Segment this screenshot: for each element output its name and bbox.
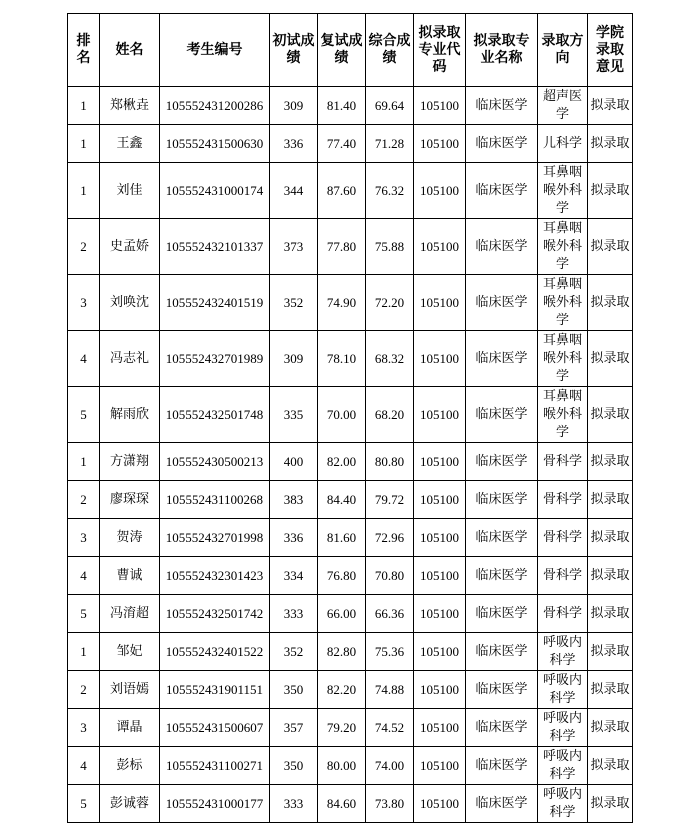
cell-opinion: 拟录取 xyxy=(588,163,633,219)
cell-direction: 超声医学 xyxy=(538,87,588,125)
cell-initial-score: 357 xyxy=(270,709,318,747)
cell-initial-score: 352 xyxy=(270,633,318,671)
cell-name: 郑楸垚 xyxy=(100,87,160,125)
cell-direction: 呼吸内科学 xyxy=(538,747,588,785)
cell-direction: 呼吸内科学 xyxy=(538,785,588,823)
cell-direction: 骨科学 xyxy=(538,443,588,481)
table-row xyxy=(68,519,633,557)
cell-opinion: 拟录取 xyxy=(588,595,633,633)
cell-initial-score: 333 xyxy=(270,595,318,633)
cell-major-code: 105100 xyxy=(414,557,466,595)
cell-opinion: 拟录取 xyxy=(588,519,633,557)
cell-major-code: 105100 xyxy=(414,331,466,387)
cell-initial-score: 350 xyxy=(270,747,318,785)
cell-name: 曹诚 xyxy=(100,557,160,595)
cell-initial-score: 350 xyxy=(270,671,318,709)
header-total-score: 综合成绩 xyxy=(366,14,414,87)
cell-rank: 4 xyxy=(68,557,100,595)
cell-name: 刘语嫣 xyxy=(100,671,160,709)
cell-major-name: 临床医学 xyxy=(466,275,538,331)
cell-rank: 2 xyxy=(68,481,100,519)
cell-major-code: 105100 xyxy=(414,709,466,747)
cell-retest-score: 78.10 xyxy=(318,331,366,387)
cell-exam-id: 105552430500213 xyxy=(160,443,270,481)
cell-exam-id: 105552431500607 xyxy=(160,709,270,747)
cell-name: 方潇翔 xyxy=(100,443,160,481)
cell-rank: 5 xyxy=(68,387,100,443)
cell-initial-score: 373 xyxy=(270,219,318,275)
cell-rank: 3 xyxy=(68,275,100,331)
cell-direction: 呼吸内科学 xyxy=(538,633,588,671)
admission-table xyxy=(67,13,633,823)
cell-retest-score: 87.60 xyxy=(318,163,366,219)
table-row xyxy=(68,671,633,709)
cell-rank: 2 xyxy=(68,219,100,275)
cell-initial-score: 383 xyxy=(270,481,318,519)
cell-opinion: 拟录取 xyxy=(588,557,633,595)
cell-direction: 耳鼻咽喉外科学 xyxy=(538,163,588,219)
cell-major-code: 105100 xyxy=(414,163,466,219)
table-row xyxy=(68,219,633,275)
table-row xyxy=(68,595,633,633)
cell-major-code: 105100 xyxy=(414,443,466,481)
cell-direction: 耳鼻咽喉外科学 xyxy=(538,387,588,443)
cell-total-score: 74.00 xyxy=(366,747,414,785)
cell-opinion: 拟录取 xyxy=(588,747,633,785)
header-exam-id: 考生编号 xyxy=(160,14,270,87)
cell-name: 王鑫 xyxy=(100,125,160,163)
cell-exam-id: 105552431200286 xyxy=(160,87,270,125)
cell-retest-score: 84.60 xyxy=(318,785,366,823)
cell-rank: 1 xyxy=(68,87,100,125)
cell-direction: 骨科学 xyxy=(538,595,588,633)
cell-major-name: 临床医学 xyxy=(466,331,538,387)
cell-name: 彭诚蓉 xyxy=(100,785,160,823)
cell-major-code: 105100 xyxy=(414,671,466,709)
header-direction: 录取方向 xyxy=(538,14,588,87)
cell-total-score: 68.32 xyxy=(366,331,414,387)
cell-exam-id: 105552431901151 xyxy=(160,671,270,709)
cell-name: 贺涛 xyxy=(100,519,160,557)
cell-total-score: 79.72 xyxy=(366,481,414,519)
cell-retest-score: 77.40 xyxy=(318,125,366,163)
cell-name: 解雨欣 xyxy=(100,387,160,443)
table-row xyxy=(68,557,633,595)
cell-rank: 1 xyxy=(68,163,100,219)
cell-retest-score: 81.40 xyxy=(318,87,366,125)
cell-major-code: 105100 xyxy=(414,785,466,823)
cell-direction: 耳鼻咽喉外科学 xyxy=(538,331,588,387)
cell-retest-score: 84.40 xyxy=(318,481,366,519)
header-name: 姓名 xyxy=(100,14,160,87)
cell-initial-score: 333 xyxy=(270,785,318,823)
cell-opinion: 拟录取 xyxy=(588,709,633,747)
cell-exam-id: 105552431100268 xyxy=(160,481,270,519)
cell-opinion: 拟录取 xyxy=(588,481,633,519)
cell-major-name: 临床医学 xyxy=(466,387,538,443)
cell-major-code: 105100 xyxy=(414,595,466,633)
cell-opinion: 拟录取 xyxy=(588,275,633,331)
cell-initial-score: 309 xyxy=(270,331,318,387)
table-row xyxy=(68,633,633,671)
cell-name: 廖琛琛 xyxy=(100,481,160,519)
header-opinion: 学院录取意见 xyxy=(588,14,633,87)
cell-major-name: 临床医学 xyxy=(466,87,538,125)
cell-direction: 耳鼻咽喉外科学 xyxy=(538,219,588,275)
cell-major-name: 临床医学 xyxy=(466,747,538,785)
header-row xyxy=(68,14,633,87)
cell-direction: 呼吸内科学 xyxy=(538,709,588,747)
cell-major-code: 105100 xyxy=(414,125,466,163)
cell-retest-score: 76.80 xyxy=(318,557,366,595)
cell-major-code: 105100 xyxy=(414,87,466,125)
cell-rank: 3 xyxy=(68,709,100,747)
cell-major-code: 105100 xyxy=(414,275,466,331)
cell-direction: 耳鼻咽喉外科学 xyxy=(538,275,588,331)
cell-total-score: 80.80 xyxy=(366,443,414,481)
cell-retest-score: 74.90 xyxy=(318,275,366,331)
cell-rank: 5 xyxy=(68,595,100,633)
cell-major-name: 临床医学 xyxy=(466,633,538,671)
cell-name: 邹妃 xyxy=(100,633,160,671)
cell-retest-score: 79.20 xyxy=(318,709,366,747)
cell-total-score: 72.20 xyxy=(366,275,414,331)
cell-major-name: 临床医学 xyxy=(466,481,538,519)
cell-initial-score: 334 xyxy=(270,557,318,595)
cell-initial-score: 344 xyxy=(270,163,318,219)
cell-rank: 1 xyxy=(68,633,100,671)
cell-total-score: 76.32 xyxy=(366,163,414,219)
cell-major-name: 临床医学 xyxy=(466,443,538,481)
cell-exam-id: 105552431000174 xyxy=(160,163,270,219)
cell-direction: 呼吸内科学 xyxy=(538,671,588,709)
cell-major-name: 临床医学 xyxy=(466,163,538,219)
cell-major-name: 临床医学 xyxy=(466,557,538,595)
cell-total-score: 66.36 xyxy=(366,595,414,633)
cell-exam-id: 105552432401519 xyxy=(160,275,270,331)
cell-opinion: 拟录取 xyxy=(588,443,633,481)
cell-retest-score: 81.60 xyxy=(318,519,366,557)
cell-direction: 儿科学 xyxy=(538,125,588,163)
cell-opinion: 拟录取 xyxy=(588,219,633,275)
cell-major-code: 105100 xyxy=(414,387,466,443)
cell-direction: 骨科学 xyxy=(538,519,588,557)
cell-total-score: 70.80 xyxy=(366,557,414,595)
cell-opinion: 拟录取 xyxy=(588,785,633,823)
cell-total-score: 75.88 xyxy=(366,219,414,275)
cell-rank: 5 xyxy=(68,785,100,823)
cell-initial-score: 400 xyxy=(270,443,318,481)
cell-retest-score: 80.00 xyxy=(318,747,366,785)
cell-retest-score: 82.00 xyxy=(318,443,366,481)
cell-total-score: 74.88 xyxy=(366,671,414,709)
cell-major-name: 临床医学 xyxy=(466,519,538,557)
cell-exam-id: 105552432401522 xyxy=(160,633,270,671)
cell-opinion: 拟录取 xyxy=(588,125,633,163)
cell-name: 史孟娇 xyxy=(100,219,160,275)
header-initial-score: 初试成绩 xyxy=(270,14,318,87)
table-row xyxy=(68,87,633,125)
cell-major-code: 105100 xyxy=(414,519,466,557)
table-row xyxy=(68,785,633,823)
table-row xyxy=(68,481,633,519)
cell-total-score: 69.64 xyxy=(366,87,414,125)
cell-initial-score: 352 xyxy=(270,275,318,331)
table-row xyxy=(68,331,633,387)
cell-retest-score: 66.00 xyxy=(318,595,366,633)
cell-exam-id: 105552432501742 xyxy=(160,595,270,633)
cell-rank: 3 xyxy=(68,519,100,557)
table-row xyxy=(68,443,633,481)
table-row xyxy=(68,275,633,331)
table-row xyxy=(68,125,633,163)
cell-total-score: 73.80 xyxy=(366,785,414,823)
cell-rank: 4 xyxy=(68,331,100,387)
cell-name: 彭标 xyxy=(100,747,160,785)
cell-initial-score: 336 xyxy=(270,125,318,163)
cell-total-score: 74.52 xyxy=(366,709,414,747)
cell-exam-id: 105552431100271 xyxy=(160,747,270,785)
table-row xyxy=(68,163,633,219)
cell-name: 刘佳 xyxy=(100,163,160,219)
cell-name: 刘唤沈 xyxy=(100,275,160,331)
table-row xyxy=(68,747,633,785)
cell-initial-score: 309 xyxy=(270,87,318,125)
cell-exam-id: 105552432701989 xyxy=(160,331,270,387)
cell-retest-score: 82.80 xyxy=(318,633,366,671)
cell-direction: 骨科学 xyxy=(538,481,588,519)
cell-major-name: 临床医学 xyxy=(466,219,538,275)
cell-major-name: 临床医学 xyxy=(466,671,538,709)
cell-initial-score: 336 xyxy=(270,519,318,557)
cell-exam-id: 105552431000177 xyxy=(160,785,270,823)
cell-major-name: 临床医学 xyxy=(466,785,538,823)
cell-total-score: 68.20 xyxy=(366,387,414,443)
cell-exam-id: 105552432301423 xyxy=(160,557,270,595)
cell-name: 冯志礼 xyxy=(100,331,160,387)
cell-rank: 1 xyxy=(68,125,100,163)
cell-major-code: 105100 xyxy=(414,747,466,785)
cell-major-code: 105100 xyxy=(414,219,466,275)
table-row xyxy=(68,709,633,747)
cell-major-name: 临床医学 xyxy=(466,595,538,633)
cell-rank: 4 xyxy=(68,747,100,785)
cell-rank: 1 xyxy=(68,443,100,481)
cell-initial-score: 335 xyxy=(270,387,318,443)
cell-exam-id: 105552432101337 xyxy=(160,219,270,275)
cell-exam-id: 105552432701998 xyxy=(160,519,270,557)
cell-major-name: 临床医学 xyxy=(466,709,538,747)
cell-opinion: 拟录取 xyxy=(588,331,633,387)
cell-exam-id: 105552432501748 xyxy=(160,387,270,443)
cell-total-score: 72.96 xyxy=(366,519,414,557)
header-major-name: 拟录取专业名称 xyxy=(466,14,538,87)
cell-direction: 骨科学 xyxy=(538,557,588,595)
cell-opinion: 拟录取 xyxy=(588,387,633,443)
cell-opinion: 拟录取 xyxy=(588,633,633,671)
cell-major-code: 105100 xyxy=(414,633,466,671)
cell-major-code: 105100 xyxy=(414,481,466,519)
header-major-code: 拟录取专业代码 xyxy=(414,14,466,87)
cell-total-score: 71.28 xyxy=(366,125,414,163)
cell-retest-score: 82.20 xyxy=(318,671,366,709)
header-rank: 排名 xyxy=(68,14,100,87)
cell-retest-score: 77.80 xyxy=(318,219,366,275)
table-row xyxy=(68,387,633,443)
cell-rank: 2 xyxy=(68,671,100,709)
cell-opinion: 拟录取 xyxy=(588,671,633,709)
cell-name: 冯淯超 xyxy=(100,595,160,633)
cell-exam-id: 105552431500630 xyxy=(160,125,270,163)
cell-retest-score: 70.00 xyxy=(318,387,366,443)
cell-total-score: 75.36 xyxy=(366,633,414,671)
cell-opinion: 拟录取 xyxy=(588,87,633,125)
cell-name: 谭晶 xyxy=(100,709,160,747)
header-retest-score: 复试成绩 xyxy=(318,14,366,87)
cell-major-name: 临床医学 xyxy=(466,125,538,163)
